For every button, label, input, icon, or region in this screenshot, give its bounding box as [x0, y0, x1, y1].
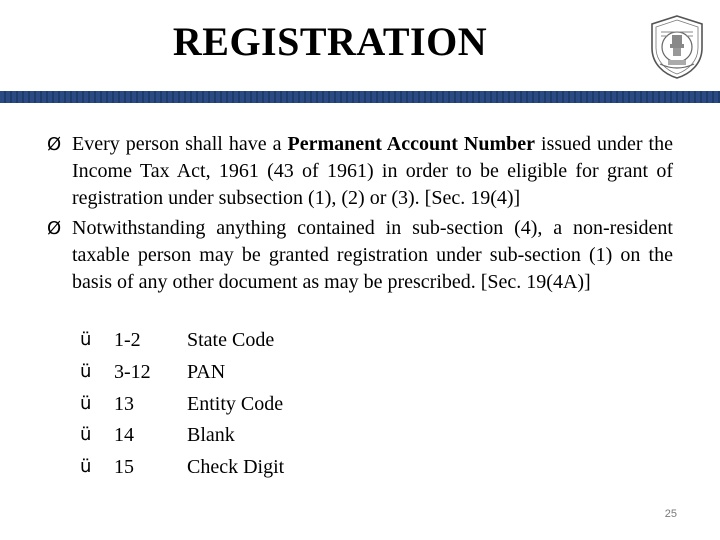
digit-range: 13 [114, 393, 134, 415]
digit-range: 14 [114, 424, 134, 446]
bullet-bold-term: Permanent Account Number [287, 133, 536, 155]
digit-meaning: PAN [187, 361, 226, 383]
arrow-bullet-icon: Ø [47, 134, 62, 155]
check-icon: ü [80, 424, 92, 445]
title-divider-band [0, 91, 720, 103]
icai-emblem-icon [648, 14, 706, 80]
bullet-pan-requirement [47, 131, 673, 212]
digit-meaning: Check Digit [187, 456, 285, 478]
slide-title: REGISTRATION [172, 19, 488, 64]
check-icon: ü [80, 456, 92, 477]
bullet-text: Notwithstanding anything contained in sub-section (4), a non-resident taxable person may be granted registration under sub-section (1) on the basis of any other document as may be prescribed. [Sec. 19(4A)] [72, 217, 673, 293]
check-icon: ü [80, 361, 92, 382]
digit-meaning: Blank [187, 424, 235, 446]
check-icon: ü [80, 393, 92, 414]
page-number: 25 [664, 508, 677, 520]
digit-range: 15 [114, 456, 134, 478]
digit-range: 1-2 [114, 329, 141, 351]
digit-range: 3-12 [114, 361, 151, 383]
digit-meaning: Entity Code [187, 393, 284, 415]
digit-meaning: State Code [187, 329, 275, 351]
bullet-non-resident [47, 215, 673, 296]
bullet-text: Every person shall have a Permanent Account Number issued under the Income Tax Act, 1961 (43 of 1961) in order to be eligible for grant of registration under subsection (1), (2) or (3). [Sec. 19(4)] [72, 133, 673, 209]
arrow-bullet-icon: Ø [47, 218, 62, 239]
check-icon: ü [80, 329, 92, 350]
